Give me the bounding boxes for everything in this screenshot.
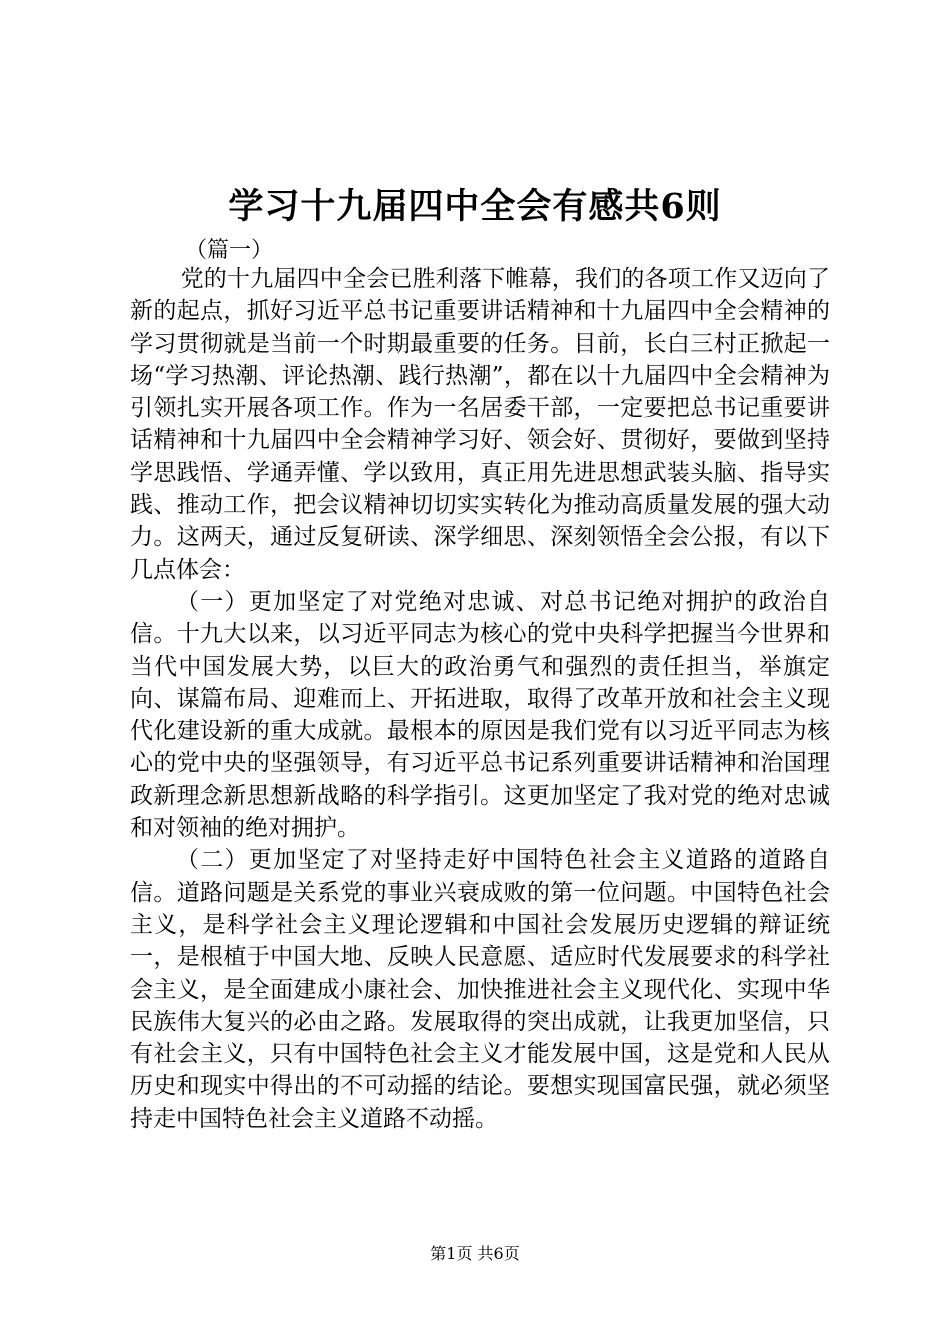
document-title: 学习十九届四中全会有感共6则 — [228, 186, 722, 227]
page-footer: 第1页 共6页 — [430, 1244, 520, 1263]
paragraph-point-two: （二）更加坚定了对坚持走好中国特色社会主义道路的道路自信。道路问题是关系党的事业兴衰成败的第一位问题。中国特色社会主义，是科学社会主义理论逻辑和中国社会发展历史逻辑的辩证统一，是根植于中国大地、反映人民意愿、适应时代发展要求的科学社会主义，是全面建成小康社会、加快推进社会主义现代化、实现中华民族伟大复兴的必由之路。发展取得的突出成就，让我更加坚信，只有社会主义，只有中国特色社会主义才能发展中国，这是党和人民从历史和现实中得出的不可动摇的结论。要想实现国富民强，就必须坚持走中国特色社会主义道路不动摇。 — [130, 847, 830, 1132]
document-body — [130, 263, 830, 1135]
section-label: （篇一） — [185, 238, 274, 263]
paragraph-point-one: （一）更加坚定了对党绝对忠诚、对总书记绝对拥护的政治自信。十九大以来，以习近平同志为核心的党中央科学把握当今世界和当代中国发展大势，以巨大的政治勇气和强烈的责任担当，举旗定向、谋篇布局、迎难而上、开拓进取，取得了改革开放和社会主义现代化建设新的重大成就。最根本的原因是我们党有以习近平同志为核心的党中央的坚强领导，有习近平总书记系列重要讲话精神和治国理政新理念新思想新战略的科学指引。这更加坚定了我对党的绝对忠诚和对领袖的绝对拥护。 — [130, 588, 830, 842]
paragraph-intro: 党的十九届四中全会已胜利落下帷幕，我们的各项工作又迈向了新的起点，抓好习近平总书记重要讲话精神和十九届四中全会精神的学习贯彻就是当前一个时期最重要的任务。目前，长白三村正掀起一场“学习热潮、评论热潮、践行热潮”，都在以十九届四中全会精神为引领扎实开展各项工作。作为一名居委干部，一定要把总书记重要讲话精神和十九届四中全会精神学习好、领会好、贯彻好，要做到坚持学思践悟、学通弄懂、学以致用，真正用先进思想武装头脑、指导实践、推动工作，把会议精神切切实实转化为推动高质量发展的强大动力。这两天，通过反复研读、深学细思、深刻领悟全会公报，有以下几点体会： — [130, 266, 830, 583]
